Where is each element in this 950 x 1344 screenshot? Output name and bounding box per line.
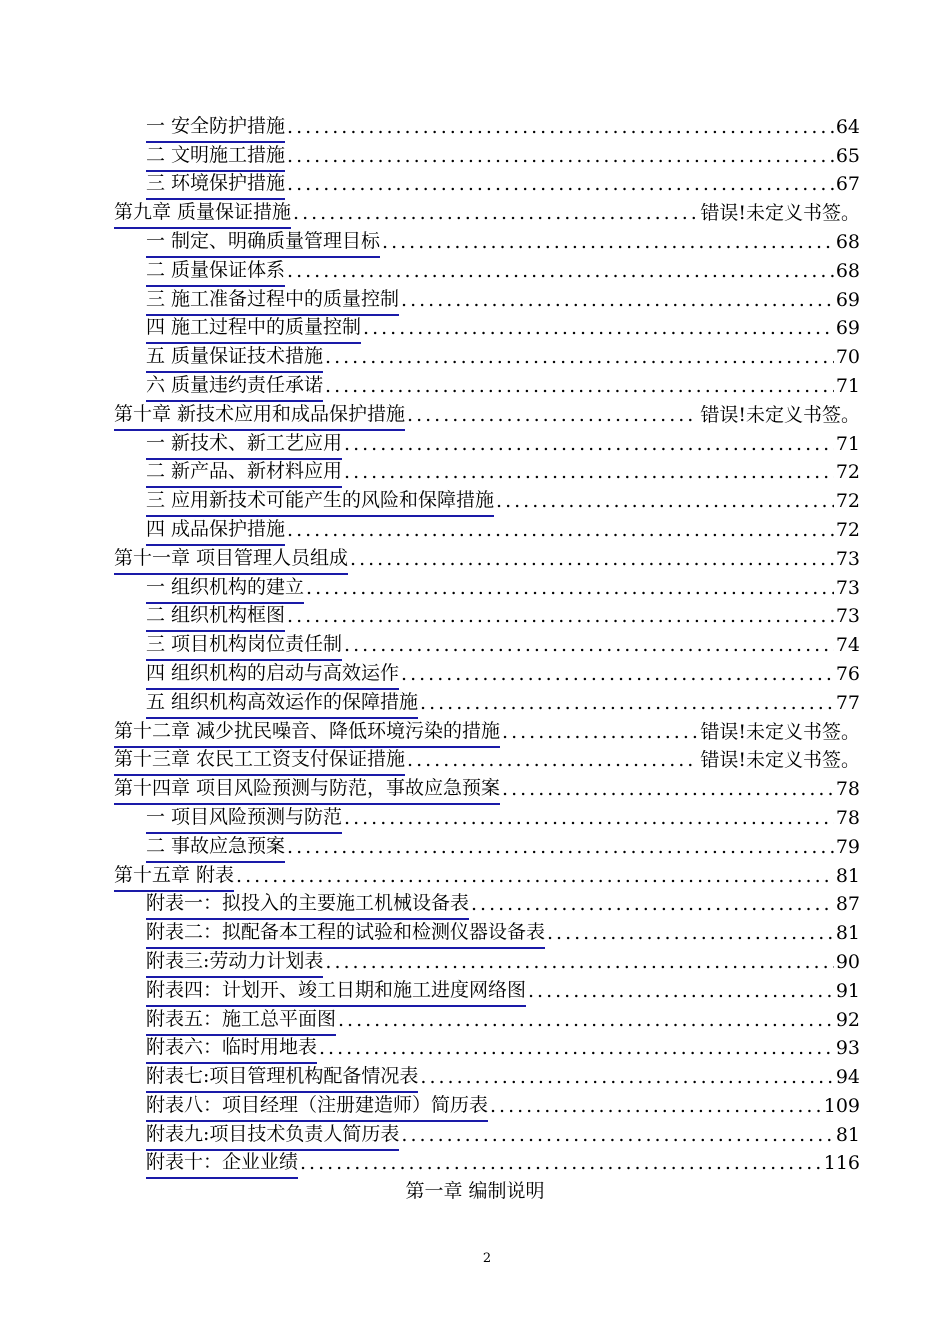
toc-entry[interactable]: [114, 340, 860, 369]
toc-entry[interactable]: [114, 398, 860, 427]
toc-dot-leader: [407, 748, 698, 772]
toc-entry-page: 71: [835, 432, 860, 455]
section-heading: 第一章 编制说明: [405, 1180, 545, 1202]
toc-dot-leader: [502, 720, 698, 744]
toc-dot-leader: [300, 1151, 822, 1175]
toc-entry-page: 78: [835, 806, 860, 829]
toc-entry-page: 73: [835, 605, 860, 628]
toc-entry-title-link[interactable]: 二 质量保证体系: [146, 258, 286, 281]
toc-entry-page: 64: [835, 115, 860, 138]
toc-dot-leader: [363, 316, 834, 340]
toc-dot-leader: [401, 288, 834, 312]
toc-entry-page: 74: [835, 634, 860, 657]
toc-entry-title-link[interactable]: 一 项目风险预测与防范: [146, 805, 343, 828]
toc-dot-leader: [490, 1094, 822, 1118]
toc-entry-title-link[interactable]: 附表八：项目经理（注册建造师）简历表: [146, 1093, 489, 1116]
toc-entry-page: 错误!未定义书签。: [700, 749, 860, 772]
toc-entry-page: 94: [835, 1066, 860, 1089]
toc-entry-title-link[interactable]: 一 制定、明确质量管理目标: [146, 229, 381, 252]
toc-dot-leader: [287, 835, 834, 859]
toc-entry[interactable]: [114, 427, 860, 456]
toc-entry[interactable]: [114, 283, 860, 312]
toc-entry[interactable]: [114, 945, 860, 974]
toc-entry-title-link[interactable]: 六 质量违约责任承诺: [146, 373, 324, 396]
toc-dot-leader: [287, 518, 834, 542]
toc-entry-title-link[interactable]: 四 施工过程中的质量控制: [146, 316, 362, 339]
toc-entry-page: 116: [823, 1152, 860, 1175]
toc-entry[interactable]: [114, 744, 860, 773]
toc-entry-title-link[interactable]: 第九章 质量保证措施: [114, 201, 292, 224]
toc-entry-page: 错误!未定义书签。: [700, 202, 860, 225]
toc-entry[interactable]: [114, 225, 860, 254]
toc-entry[interactable]: [114, 830, 860, 859]
toc-entry[interactable]: [114, 801, 860, 830]
toc-entry-page: 错误!未定义书签。: [700, 720, 860, 743]
toc-dot-leader: [236, 864, 834, 888]
toc-entry-page: 78: [835, 778, 860, 801]
toc-entry-title-link[interactable]: 附表五：施工总平面图: [146, 1007, 337, 1030]
toc-entry-title-link[interactable]: 附表二：拟配备本工程的试验和检测仪器设备表: [146, 921, 546, 944]
toc-dot-leader: [502, 777, 834, 801]
toc-entry-title-link[interactable]: 三 环境保护措施: [146, 172, 286, 195]
toc-entry-title-link[interactable]: 五 组织机构高效运作的保障措施: [146, 690, 419, 713]
table-of-contents: [114, 110, 860, 1175]
toc-entry-page: 81: [835, 922, 860, 945]
toc-entry-title-link[interactable]: 第十三章 农民工工资支付保证措施: [114, 748, 406, 771]
toc-entry[interactable]: [114, 254, 860, 283]
toc-entry[interactable]: [114, 196, 860, 225]
toc-dot-leader: [319, 1036, 834, 1060]
toc-dot-leader: [350, 547, 834, 571]
toc-entry-title-link[interactable]: 附表十：企业业绩: [146, 1151, 299, 1174]
toc-dot-leader: [547, 921, 834, 945]
toc-entry[interactable]: [114, 312, 860, 341]
toc-entry-title-link[interactable]: 二 事故应急预案: [146, 834, 286, 857]
toc-entry-page: 90: [835, 950, 860, 973]
toc-entry-title-link[interactable]: 附表七:项目管理机构配备情况表: [146, 1065, 419, 1088]
toc-entry-title-link[interactable]: 第十二章 减少扰民噪音、降低环境污染的措施: [114, 719, 501, 742]
toc-entry[interactable]: [114, 1060, 860, 1089]
toc-dot-leader: [401, 662, 834, 686]
toc-entry-title-link[interactable]: 三 应用新技术可能产生的风险和保障措施: [146, 489, 495, 512]
toc-entry[interactable]: [114, 484, 860, 513]
toc-entry-page: 73: [835, 547, 860, 570]
toc-dot-leader: [287, 144, 834, 168]
toc-entry-page: 72: [835, 461, 860, 484]
toc-entry-title-link[interactable]: 五 质量保证技术措施: [146, 345, 324, 368]
toc-entry-page: 76: [835, 662, 860, 685]
toc-dot-leader: [528, 979, 834, 1003]
toc-entry[interactable]: [114, 974, 860, 1003]
toc-dot-leader: [344, 806, 834, 830]
toc-entry[interactable]: [114, 571, 860, 600]
toc-entry-page: 73: [835, 576, 860, 599]
toc-entry-page: 79: [835, 835, 860, 858]
toc-entry-page: 65: [835, 144, 860, 167]
toc-dot-leader: [325, 950, 833, 974]
toc-entry-title-link[interactable]: 二 新产品、新材料应用: [146, 460, 343, 483]
toc-entry-title-link[interactable]: 三 项目机构岗位责任制: [146, 633, 343, 656]
toc-entry-title-link[interactable]: 第十四章 项目风险预测与防范，事故应急预案: [114, 777, 501, 800]
toc-dot-leader: [382, 230, 834, 254]
toc-entry-page: 67: [835, 173, 860, 196]
toc-entry[interactable]: [114, 139, 860, 168]
toc-entry[interactable]: [114, 1003, 860, 1032]
toc-entry-title-link[interactable]: 一 安全防护措施: [146, 114, 286, 137]
toc-entry-page: 70: [835, 346, 860, 369]
toc-entry[interactable]: [114, 513, 860, 542]
toc-entry[interactable]: [114, 1032, 860, 1061]
toc-entry-page: 109: [823, 1094, 860, 1117]
toc-entry-title-link[interactable]: 一 新技术、新工艺应用: [146, 431, 343, 454]
toc-entry[interactable]: [114, 657, 860, 686]
toc-entry-page: 87: [835, 893, 860, 916]
toc-entry-page: 93: [835, 1037, 860, 1060]
toc-dot-leader: [344, 633, 834, 657]
toc-entry-title-link[interactable]: 二 文明施工措施: [146, 143, 286, 166]
toc-entry-page: 68: [835, 230, 860, 253]
toc-dot-leader: [325, 374, 834, 398]
toc-entry[interactable]: [114, 859, 860, 888]
toc-entry[interactable]: [114, 110, 860, 139]
toc-entry[interactable]: [114, 715, 860, 744]
toc-dot-leader: [420, 1065, 833, 1089]
toc-dot-leader: [287, 259, 834, 283]
toc-entry-title-link[interactable]: 三 施工准备过程中的质量控制: [146, 287, 400, 310]
toc-entry-page: 72: [835, 518, 860, 541]
toc-entry[interactable]: [114, 1089, 860, 1118]
toc-entry[interactable]: [114, 916, 860, 945]
toc-entry-title-link[interactable]: 四 组织机构的启动与高效运作: [146, 661, 400, 684]
toc-dot-leader: [306, 576, 834, 600]
toc-entry-page: 81: [835, 1123, 860, 1146]
toc-entry[interactable]: [114, 168, 860, 197]
toc-entry[interactable]: [114, 1147, 860, 1176]
toc-entry[interactable]: [114, 1118, 860, 1147]
toc-dot-leader: [344, 460, 834, 484]
toc-dot-leader: [287, 172, 834, 196]
toc-entry-title-link[interactable]: 四 成品保护措施: [146, 517, 286, 540]
toc-entry-title-link[interactable]: 第十一章 项目管理人员组成: [114, 546, 349, 569]
toc-entry-title-link[interactable]: 附表九:项目技术负责人简历表: [146, 1122, 400, 1145]
toc-entry-title-link[interactable]: 一 组织机构的建立: [146, 575, 305, 598]
toc-dot-leader: [407, 403, 698, 427]
toc-dot-leader: [401, 1123, 833, 1147]
toc-entry-title-link[interactable]: 附表四：计划开、竣工日期和施工进度网络图: [146, 978, 527, 1001]
toc-entry-title-link[interactable]: 第十五章 附表: [114, 863, 235, 886]
toc-entry-title-link[interactable]: 第十章 新技术应用和成品保护措施: [114, 402, 406, 425]
toc-dot-leader: [344, 432, 834, 456]
toc-entry[interactable]: [114, 888, 860, 917]
toc-entry-title-link[interactable]: 附表一：拟投入的主要施工机械设备表: [146, 892, 470, 915]
toc-entry[interactable]: [114, 686, 860, 715]
toc-dot-leader: [287, 115, 834, 139]
toc-entry-page: 81: [835, 864, 860, 887]
toc-dot-leader: [325, 345, 834, 369]
toc-entry-page: 71: [835, 374, 860, 397]
toc-entry-title-link[interactable]: 附表三:劳动力计划表: [146, 949, 324, 972]
toc-entry-page: 91: [835, 979, 860, 1002]
toc-entry[interactable]: [114, 600, 860, 629]
toc-entry-page: 92: [835, 1008, 860, 1031]
toc-dot-leader: [496, 489, 834, 513]
toc-dot-leader: [471, 892, 834, 916]
toc-entry-page: 错误!未定义书签。: [700, 403, 860, 426]
toc-entry[interactable]: [114, 772, 860, 801]
toc-entry-page: 69: [835, 317, 860, 340]
toc-entry-page: 72: [835, 490, 860, 513]
toc-entry-page: 68: [835, 259, 860, 282]
toc-dot-leader: [338, 1008, 834, 1032]
toc-dot-leader: [420, 691, 834, 715]
toc-entry-page: 69: [835, 288, 860, 311]
toc-entry[interactable]: [114, 542, 860, 571]
toc-entry-title-link[interactable]: 二 组织机构框图: [146, 604, 286, 627]
toc-entry[interactable]: [114, 369, 860, 398]
toc-dot-leader: [293, 201, 698, 225]
page-number: 2: [482, 1251, 492, 1266]
toc-entry-page: 77: [835, 691, 860, 714]
toc-dot-leader: [287, 604, 834, 628]
toc-entry[interactable]: [114, 628, 860, 657]
toc-entry-title-link[interactable]: 附表六：临时用地表: [146, 1036, 318, 1059]
toc-entry[interactable]: [114, 456, 860, 485]
